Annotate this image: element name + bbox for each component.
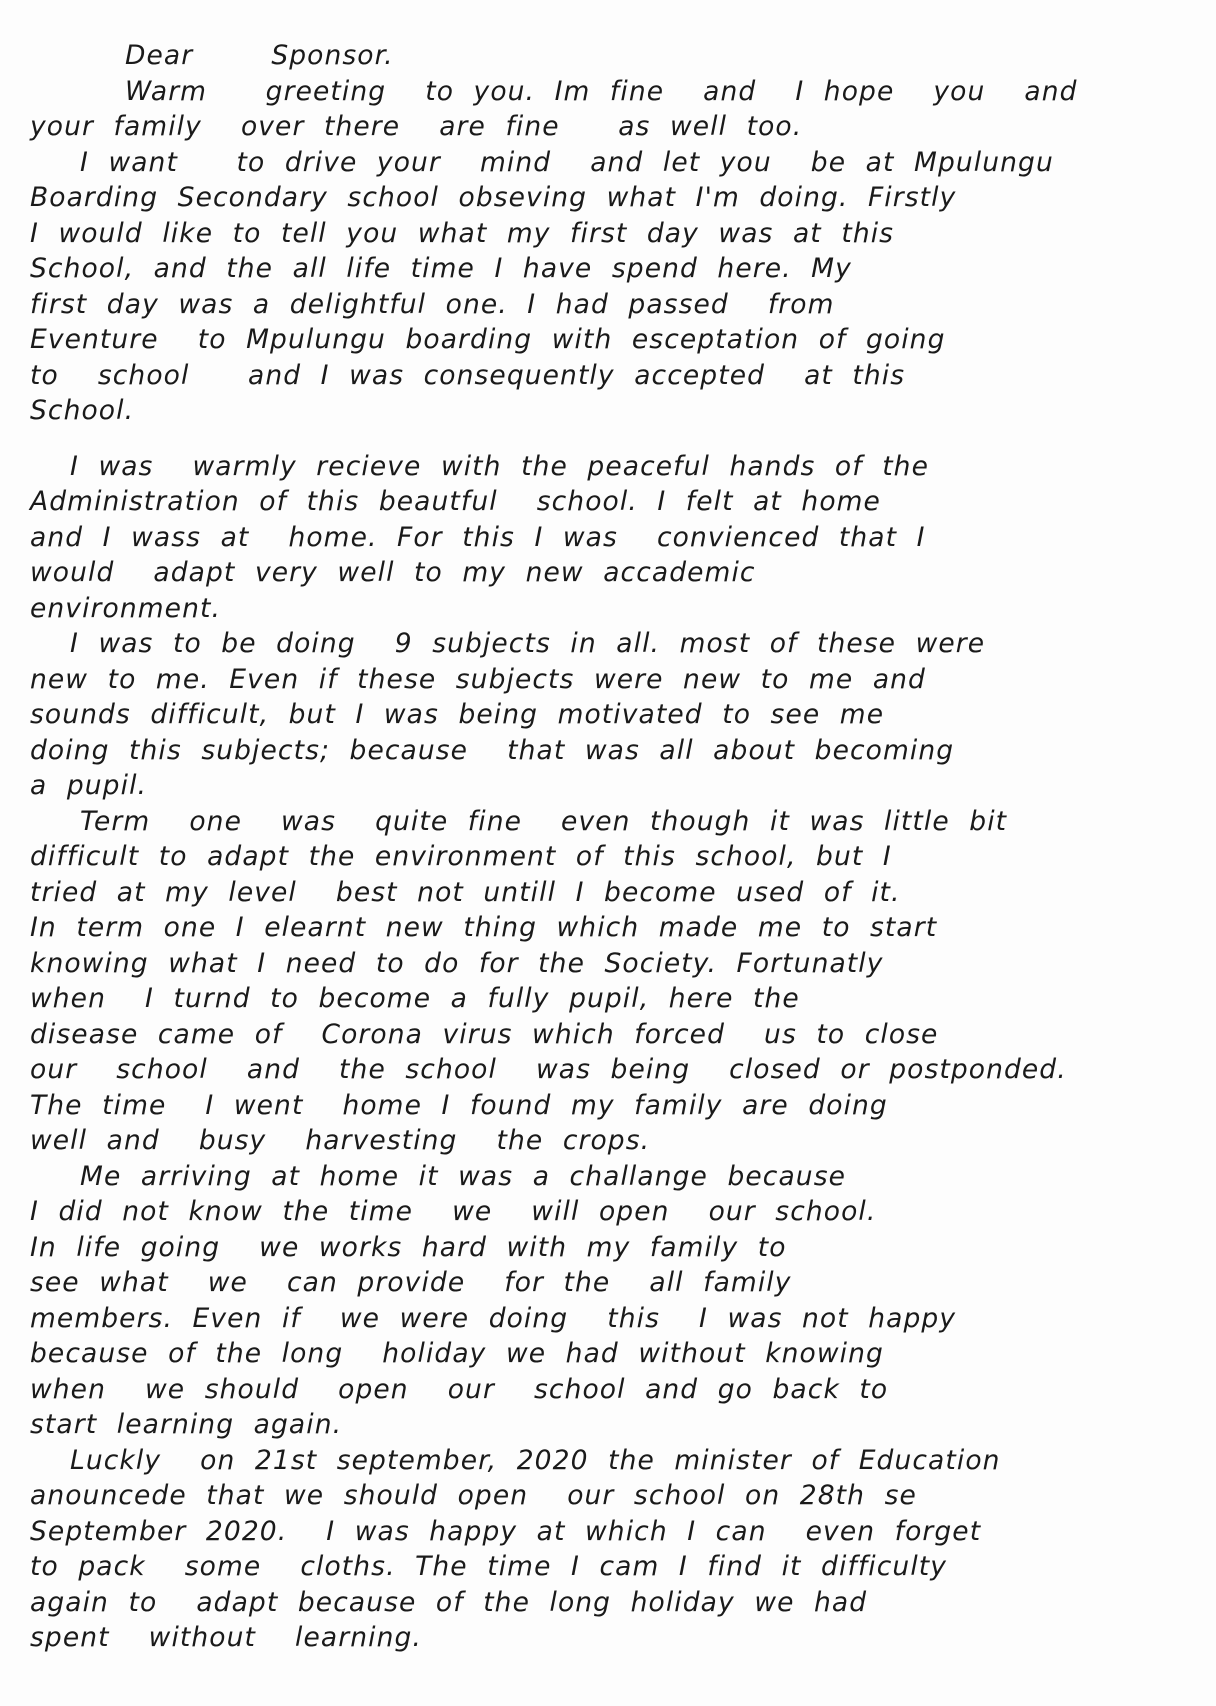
letter-line: when we should open our school and go back to [30, 1373, 889, 1405]
letter-line: first day was a delightful one. I had passed from [30, 288, 835, 320]
letter-line: your family over there are fine as well too. [30, 111, 803, 142]
salutation: Dear Sponsor. [125, 40, 394, 71]
letter-line: Boarding Secondary school obseving what I'm doing. Firstly [30, 182, 957, 213]
letter-line: environment. [30, 592, 221, 624]
letter-line: our school and the school was being closed or postponded. [30, 1054, 1067, 1085]
letter-line: doing this subjects; because that was all about becoming [30, 734, 955, 766]
letter-line: In life going we works hard with my family to [30, 1231, 787, 1263]
letter-line: because of the long holiday we had without knowing [30, 1338, 884, 1369]
letter-line: The time I went home I found my family are doing [30, 1089, 888, 1121]
letter-line: to pack some cloths. The time I cam I find it difficulty [30, 1551, 948, 1582]
letter-line: when I turnd to become a fully pupil, here the [30, 983, 800, 1014]
letter-line: sounds difficult, but I was being motivated to see me [30, 699, 885, 730]
letter-line: members. Even if we were doing this I was not happy [30, 1302, 957, 1334]
letter-line: Eventure to Mpulungu boarding with esceptation of going [30, 324, 946, 355]
letter-line: September 2020. I was happy at which I can even forget [30, 1515, 982, 1547]
letter-line: I want to drive your mind and let you be at Mpulungu [80, 146, 1054, 178]
letter-line: Me arriving at home it was a challange because [80, 1160, 847, 1192]
letter-line: see what we can provide for the all family [30, 1267, 792, 1298]
letter-line: tried at my level best not untill I become used of it. [30, 876, 901, 908]
letter-line: new to me. Even if these subjects were new to me and [30, 663, 926, 695]
letter-line: In term one I elearnt new thing which made me to start [30, 912, 938, 943]
letter-line: start learning again. [30, 1409, 343, 1440]
letter-line: School. [30, 395, 135, 426]
letter-line: well and busy harvesting the crops. [30, 1125, 651, 1156]
letter-line: knowing what I need to do for the Society. Fortunatly [30, 947, 884, 979]
letter-line: Warm greeting to you. Im fine and I hope you and [125, 75, 1078, 107]
letter-line: I did not know the time we will open our school. [30, 1196, 877, 1227]
letter-line: spent without learning. [30, 1622, 422, 1653]
letter-line: I would like to tell you what my first day was at this [30, 217, 895, 249]
letter-line: and I wass at home. For this I was convienced that I [30, 521, 926, 553]
letter-line: School, and the all life time I have spend here. My [30, 253, 852, 284]
letter-line: disease came of Corona virus which forced us to close [30, 1018, 939, 1050]
letter-line: anouncede that we should open our school on 28th se [30, 1480, 917, 1511]
letter-line: a pupil. [30, 770, 148, 801]
letter-line: would adapt very well to my new accademic [30, 557, 756, 588]
letter-line: Term one was quite fine even though it was little bit [80, 805, 1008, 837]
handwritten-letter [30, 38, 1170, 1656]
letter-line: Luckly on 21st september, 2020 the minister of Education [70, 1444, 1001, 1476]
letter-line: difficult to adapt the environment of this school, but I [30, 841, 892, 872]
letter-line: to school and I was consequently accepted at this [30, 359, 906, 391]
letter-line: again to adapt because of the long holiday we had [30, 1586, 868, 1618]
letter-line: I was to be doing 9 subjects in all. most of these were [70, 628, 986, 659]
letter-line: Administration of this beautful school. I felt at home [30, 486, 881, 517]
letter-line: I was warmly recieve with the peaceful hands of the [70, 450, 929, 482]
